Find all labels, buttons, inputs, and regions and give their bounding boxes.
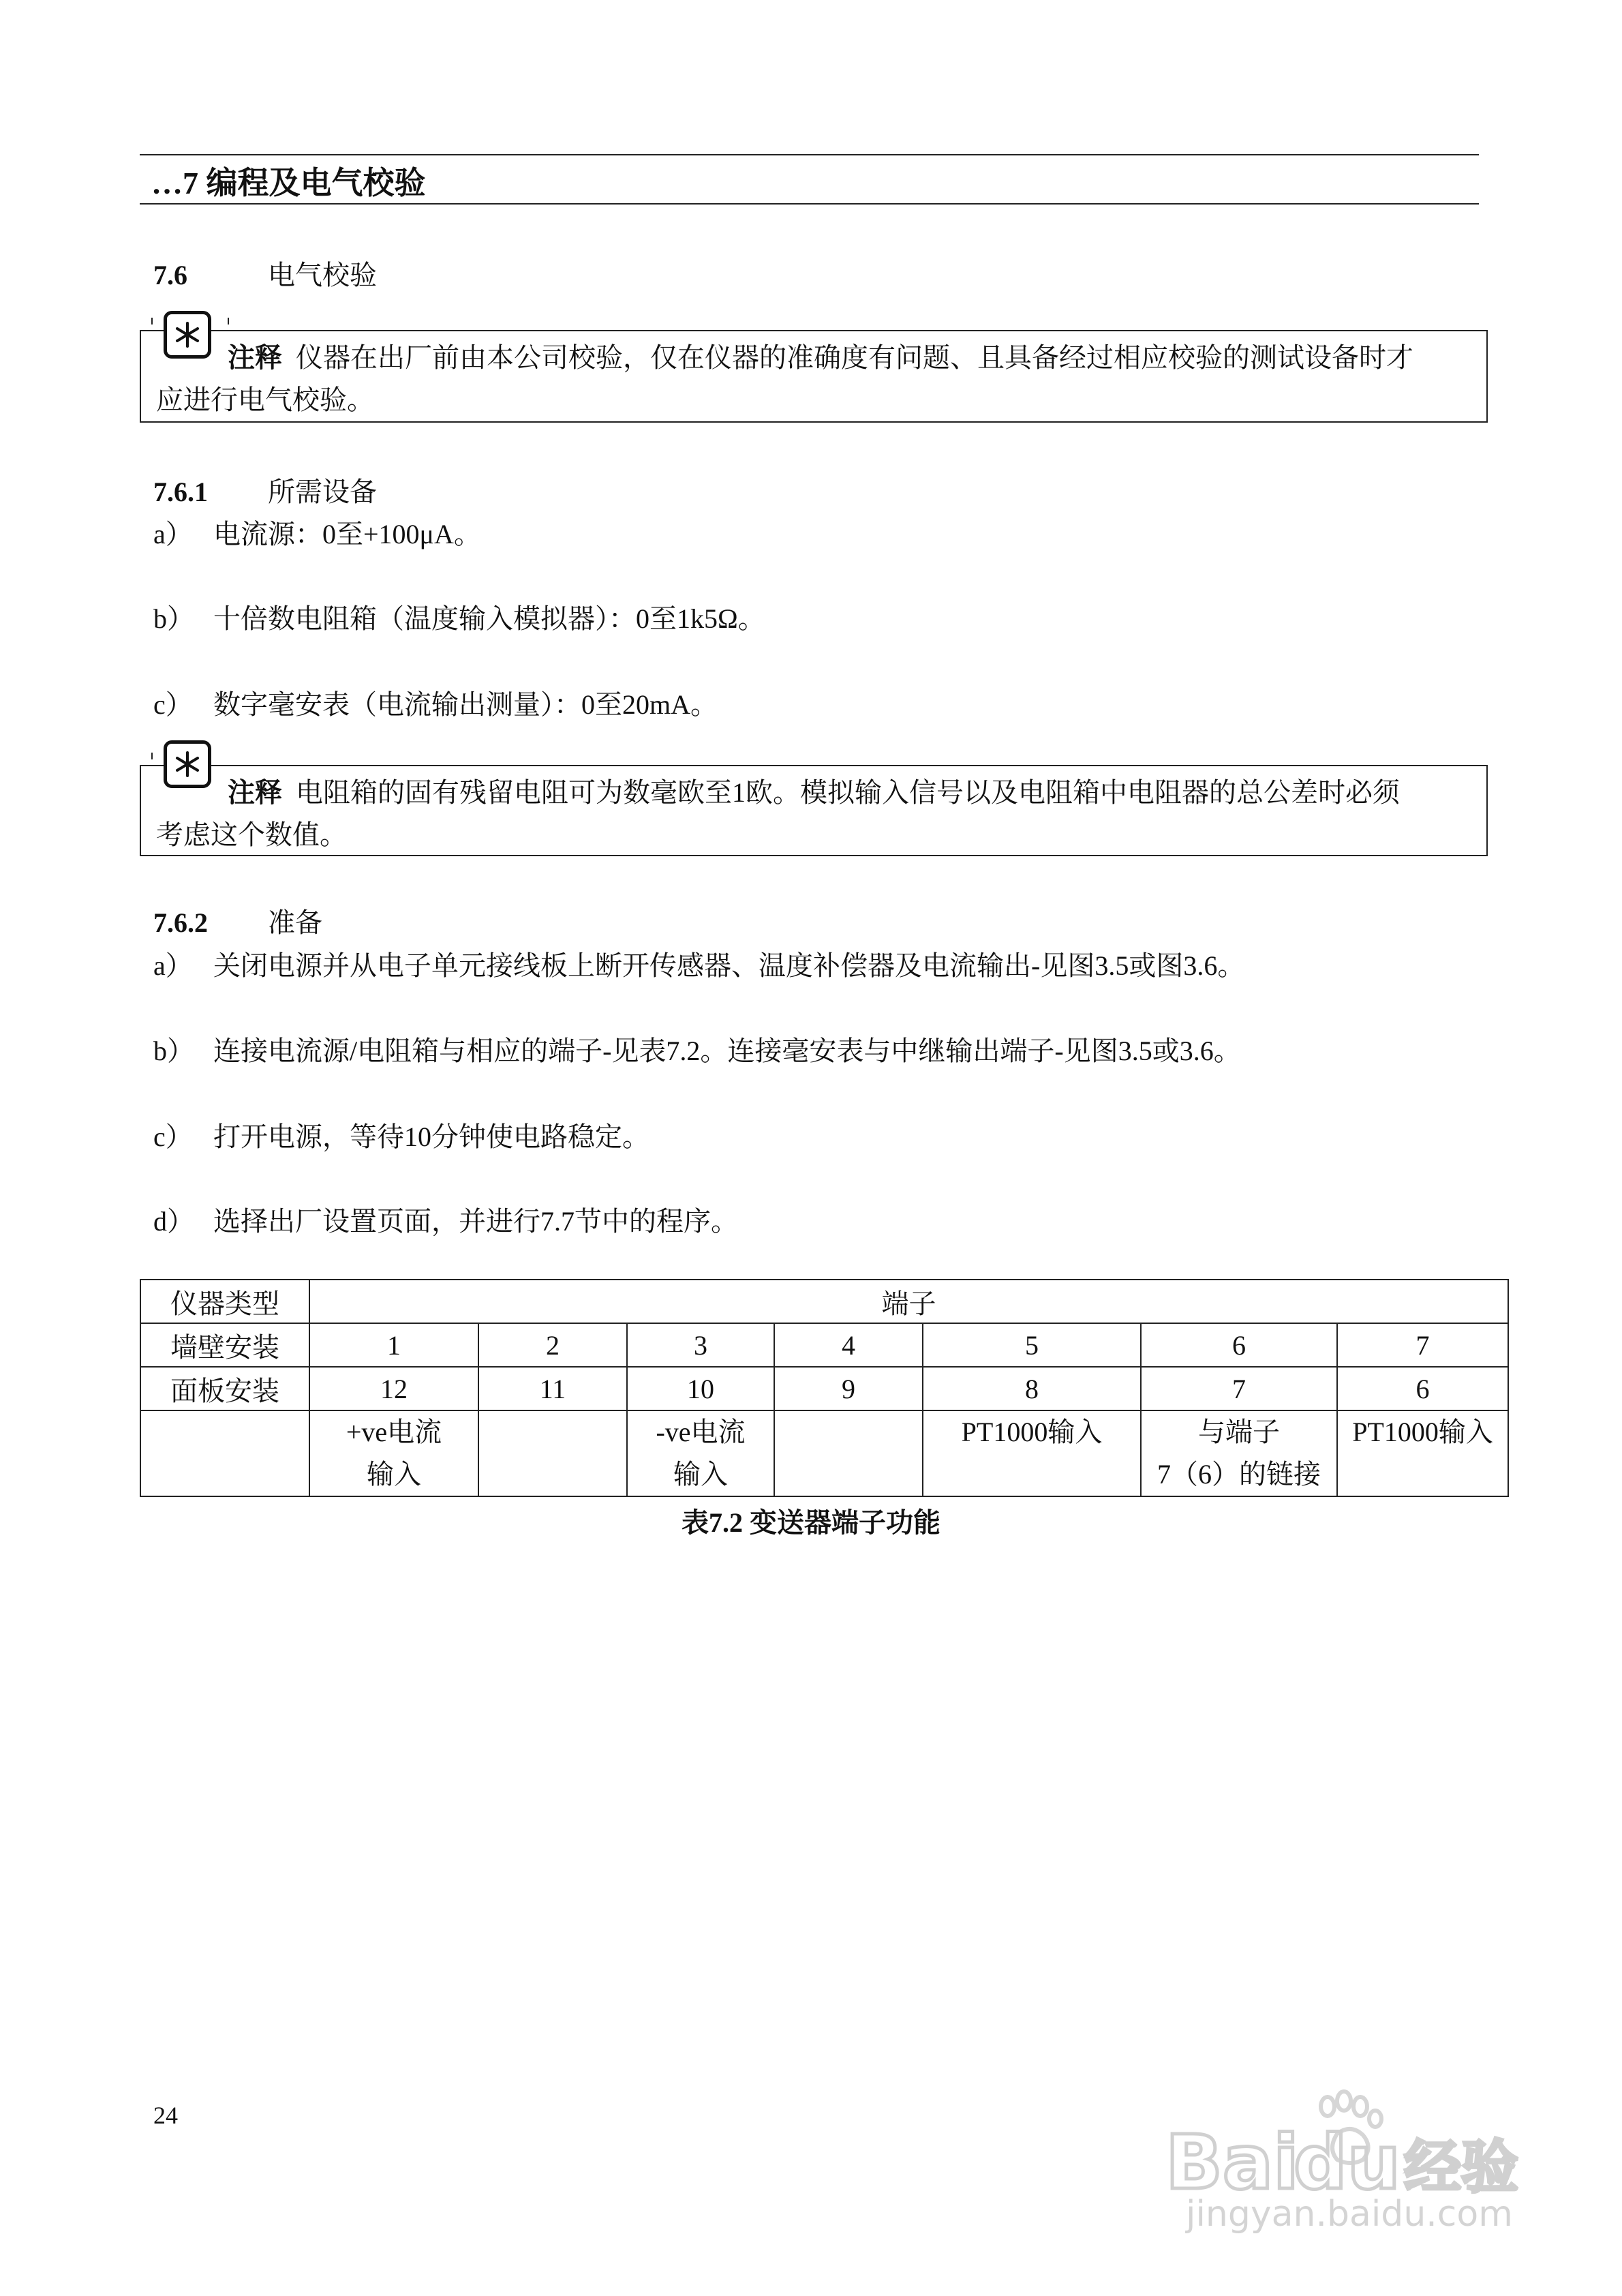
baidu-jingyan-watermark	[1159, 2086, 1540, 2236]
asterisk-note-icon	[164, 311, 211, 359]
header-top-rule	[140, 154, 1479, 155]
row-label: 面板安装	[140, 1367, 309, 1410]
note-box-1	[140, 330, 1488, 423]
note-text-line-2: 考虑这个数值。	[156, 819, 347, 850]
table-cell: 2	[478, 1323, 627, 1367]
svg-text:经验: 经验	[1404, 2134, 1519, 2201]
section-number: 7.6.1	[153, 477, 208, 507]
header-bottom-rule	[140, 203, 1479, 205]
table-cell: 10	[627, 1367, 774, 1410]
table-cell: 11	[478, 1367, 627, 1410]
list-item: a） 关闭电源并从电子单元接线板上断开传感器、温度补偿器及电流输出-见图3.5或图3.6。	[153, 950, 1245, 981]
table-row	[140, 1367, 1508, 1410]
note-tick	[151, 318, 153, 324]
function-cell: -ve电流 输入	[627, 1410, 774, 1496]
section-7-6-heading	[153, 254, 377, 292]
list-item: c） 打开电源，等待10分钟使电路稳定。	[153, 1121, 649, 1152]
section-title: 准备	[268, 907, 322, 938]
svg-text:jingyan.baidu.com: jingyan.baidu.com	[1186, 2194, 1513, 2235]
note-text-line-1: 电阻箱的固有残留电阻可为数毫欧至1欧。模拟输入信号以及电阻箱中电阻器的总公差时必须	[296, 777, 1400, 808]
section-number: 7.6.2	[153, 907, 208, 938]
function-cell	[478, 1410, 627, 1496]
note-label: 注释	[228, 777, 282, 808]
note-box-2	[140, 765, 1488, 856]
page-number: 24	[153, 2102, 178, 2129]
section-title: 电气校验	[268, 260, 377, 290]
function-cell: PT1000输入	[923, 1410, 1141, 1496]
table-cell: 9	[774, 1367, 923, 1410]
table-cell: 7	[1141, 1367, 1337, 1410]
table-header-cell: 端子	[309, 1280, 1508, 1323]
table-cell: 5	[923, 1323, 1141, 1367]
svg-text:du: du	[1294, 2119, 1401, 2206]
terminal-table	[140, 1279, 1509, 1497]
section-7-6-1-heading	[153, 470, 377, 509]
section-number: 7.6	[153, 260, 187, 290]
note-label: 注释	[228, 342, 282, 373]
table-cell: 8	[923, 1367, 1141, 1410]
chapter-title: …7 编程及电气校验	[151, 166, 426, 200]
note-tick	[151, 753, 153, 759]
table-cell: 7	[1337, 1323, 1508, 1367]
svg-text:Bai: Bai	[1165, 2119, 1299, 2206]
note-tick	[228, 318, 229, 324]
table-caption: 表7.2 变送器端子功能	[682, 1507, 940, 1538]
asterisk-note-icon	[164, 740, 211, 788]
list-item: a） 电流源：0至+100μA。	[153, 519, 481, 549]
row-label: 墙壁安装	[140, 1323, 309, 1367]
note-text-line-1: 仪器在出厂前由本公司校验，仅在仪器的准确度有问题、且具备经过相应校验的测试设备时才	[296, 342, 1413, 373]
list-item: d） 选择出厂设置页面，并进行7.7节中的程序。	[153, 1206, 738, 1237]
function-cell	[774, 1410, 923, 1496]
table-cell	[140, 1410, 309, 1496]
note-text-line-2: 应进行电气校验。	[156, 384, 374, 415]
section-7-6-2-heading	[153, 901, 322, 940]
function-cell: PT1000输入	[1337, 1410, 1508, 1496]
list-item: c） 数字毫安表（电流输出测量）：0至20mA。	[153, 689, 718, 720]
function-cell: +ve电流 输入	[309, 1410, 478, 1496]
table-row	[140, 1410, 1508, 1496]
table-row	[140, 1323, 1508, 1367]
table-row	[140, 1280, 1508, 1323]
table-cell: 3	[627, 1323, 774, 1367]
table-cell: 4	[774, 1323, 923, 1367]
table-cell: 1	[309, 1323, 478, 1367]
table-cell: 6	[1337, 1367, 1508, 1410]
function-cell: 与端子 7（6）的链接	[1141, 1410, 1337, 1496]
table-cell: 12	[309, 1367, 478, 1410]
list-item: b） 连接电流源/电阻箱与相应的端子-见表7.2。连接毫安表与中继输出端子-见图3.5或3.6。	[153, 1036, 1241, 1066]
list-item: b） 十倍数电阻箱（温度输入模拟器）：0至1k5Ω。	[153, 603, 765, 634]
table-cell: 6	[1141, 1323, 1337, 1367]
table-header-cell: 仪器类型	[140, 1280, 309, 1323]
section-title: 所需设备	[268, 477, 377, 507]
